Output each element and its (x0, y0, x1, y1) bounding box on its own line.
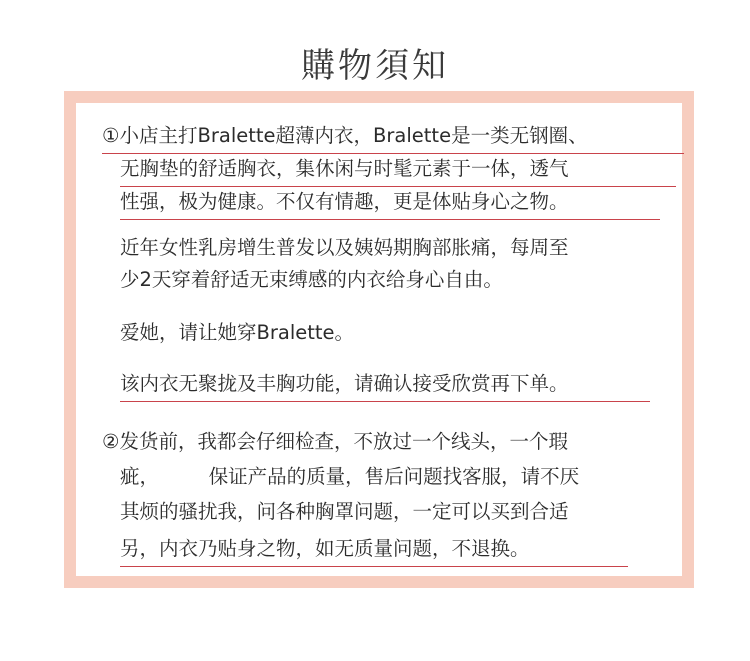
intro-line-1: ①小店主打Bralette超薄内衣，Bralette是一类无钢圈、 (102, 121, 684, 154)
notice-frame (64, 91, 694, 588)
shipping-line-4: 另，内衣乃贴身之物，如无质量问题，不退换。 (120, 534, 628, 567)
intro-line-2: 无胸垫的舒适胸衣，集休闲与时髦元素于一体，透气 (120, 154, 676, 187)
page-title: 購物須知 (301, 46, 449, 86)
health-line-2: 少2天穿着舒适无束缚感的内衣给身心自由。 (120, 268, 503, 291)
shipping-line-3: 其烦的骚扰我，问各种胸罩问题，一定可以买到合适 (120, 500, 569, 523)
notice-line: 该内衣无聚拢及丰胸功能，请确认接受欣赏再下单。 (120, 369, 650, 402)
intro-line-3: 性强，极为健康。不仅有情趣，更是体贴身心之物。 (120, 187, 660, 220)
shipping-line-1: ②发货前，我都会仔细检查，不放过一个线头，一个瑕 (102, 430, 568, 453)
health-line-1: 近年女性乳房增生普发以及姨妈期胸部胀痛，每周至 (120, 236, 569, 259)
shipping-line-2: 疵， 保证产品的质量，售后问题找客服，请不厌 (120, 465, 580, 488)
slogan-line: 爱她，请让她穿Bralette。 (120, 321, 355, 344)
